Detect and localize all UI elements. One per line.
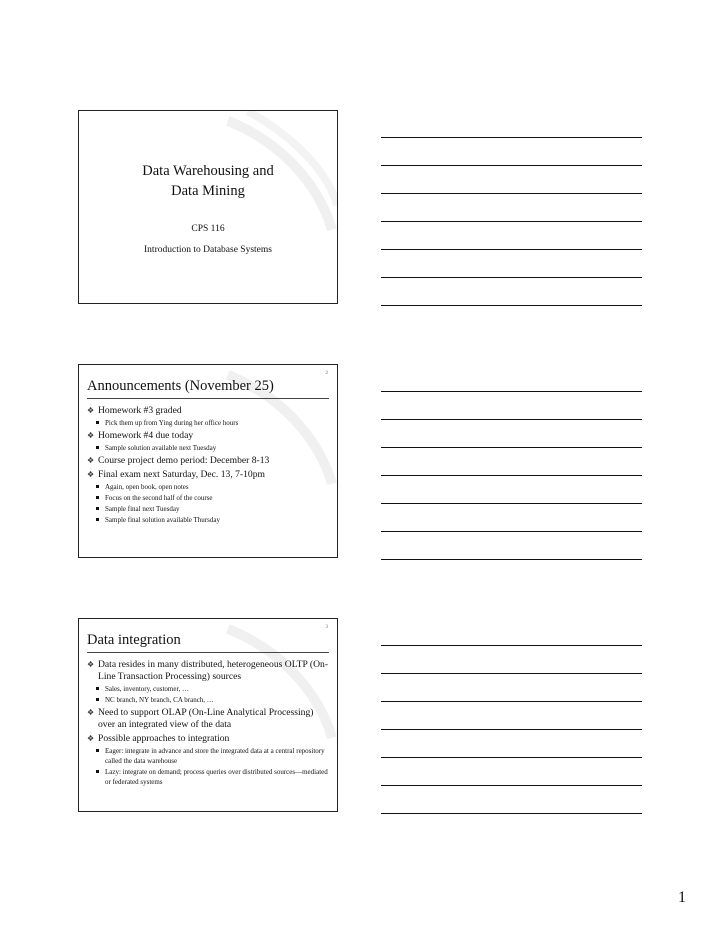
notes-line [381,447,642,448]
notes-line [381,785,642,786]
title-line-2: Data Mining [171,183,245,199]
notes-line [381,813,642,814]
course-subtitle: Introduction to Database Systems [144,245,272,255]
sub-bullet-item [87,443,331,453]
square-bullet-icon [96,446,99,449]
notes-line [381,391,642,392]
slide-title [79,161,337,201]
slide-title: Data integration [87,632,181,648]
diamond-bullet-icon: ❖ [87,431,95,440]
notes-line [381,559,642,560]
sub-bullet-text: Sales, inventory, customer, … [105,685,190,693]
slide-number: 2 [325,371,328,376]
diamond-bullet-icon: ❖ [87,708,95,717]
square-bullet-icon [96,698,99,701]
sub-bullet-item [87,515,331,525]
sub-bullet-item [87,418,331,428]
title-divider [87,652,329,653]
diamond-bullet-icon: ❖ [87,660,95,669]
sub-bullet-item [87,684,331,694]
slide-2 [78,364,338,558]
bullet-text: Final exam next Saturday, Dec. 13, 7-10pm [98,469,265,480]
slide-3 [78,618,338,812]
sub-bullet-text: Sample solution available next Tuesday [105,444,217,452]
notes-line [381,757,642,758]
notes-line [381,305,642,306]
slide-background-watermark [79,111,337,303]
bullet-text: Data resides in many distributed, heterogeneous OLTP (On-Line Transaction Processing) sources [98,659,329,682]
square-bullet-icon [96,770,99,773]
bullet-item [87,469,331,481]
notes-line [381,531,642,532]
square-bullet-icon [96,749,99,752]
bullet-item [87,659,331,683]
title-line-1: Data Warehousing and [142,163,274,179]
bullet-item [87,455,331,467]
sub-bullet-text: NC branch, NY branch, CA branch, … [105,696,214,704]
notes-line [381,645,642,646]
title-divider [87,398,329,399]
square-bullet-icon [96,687,99,690]
bullet-list [87,403,331,525]
notes-line [381,137,642,138]
square-bullet-icon [96,496,99,499]
sub-bullet-text: Sample final next Tuesday [105,505,180,513]
sub-bullet-item [87,695,331,705]
notes-line [381,701,642,702]
sub-bullet-text: Lazy: integrate on demand; process queries over distributed sources—mediated or federated systems [105,768,328,786]
notes-line [381,277,642,278]
diamond-bullet-icon: ❖ [87,406,95,415]
sub-bullet-item [87,504,331,514]
notes-line [381,729,642,730]
slide-1 [78,110,338,304]
slide-number: 3 [325,625,328,630]
bullet-list [87,657,331,787]
bullet-item [87,733,331,745]
sub-bullet-item [87,493,331,503]
square-bullet-icon [96,485,99,488]
sub-bullet-text: Again, open book, open notes [105,483,189,491]
course-code: CPS 116 [191,224,225,234]
notes-line [381,503,642,504]
square-bullet-icon [96,518,99,521]
notes-line [381,475,642,476]
diamond-bullet-icon: ❖ [87,456,95,465]
bullet-text: Homework #4 due today [98,430,194,441]
diamond-bullet-icon: ❖ [87,734,95,743]
notes-line [381,165,642,166]
sub-bullet-text: Sample final solution available Thursday [105,516,220,524]
sub-bullet-item [87,767,331,787]
sub-bullet-item [87,746,331,766]
bullet-item [87,707,331,731]
diamond-bullet-icon: ❖ [87,470,95,479]
sub-bullet-text: Eager: integrate in advance and store the integrated data at a central repository called the data warehouse [105,747,325,765]
bullet-item [87,430,331,442]
slide-title: Announcements (November 25) [87,378,274,394]
notes-line [381,221,642,222]
page-number: 1 [678,889,686,906]
notes-line [381,193,642,194]
sub-bullet-text: Focus on the second half of the course [105,494,213,502]
sub-bullet-text: Pick them up from Ying during her office hours [105,419,239,427]
bullet-text: Possible approaches to integration [98,733,230,744]
bullet-text: Homework #3 graded [98,405,182,416]
square-bullet-icon [96,421,99,424]
bullet-item [87,405,331,417]
notes-line [381,419,642,420]
sub-bullet-item [87,482,331,492]
notes-line [381,249,642,250]
notes-line [381,673,642,674]
bullet-text: Course project demo period: December 8-13 [98,455,270,466]
bullet-text: Need to support OLAP (On-Line Analytical Processing) over an integrated view of the data [98,707,314,730]
square-bullet-icon [96,507,99,510]
